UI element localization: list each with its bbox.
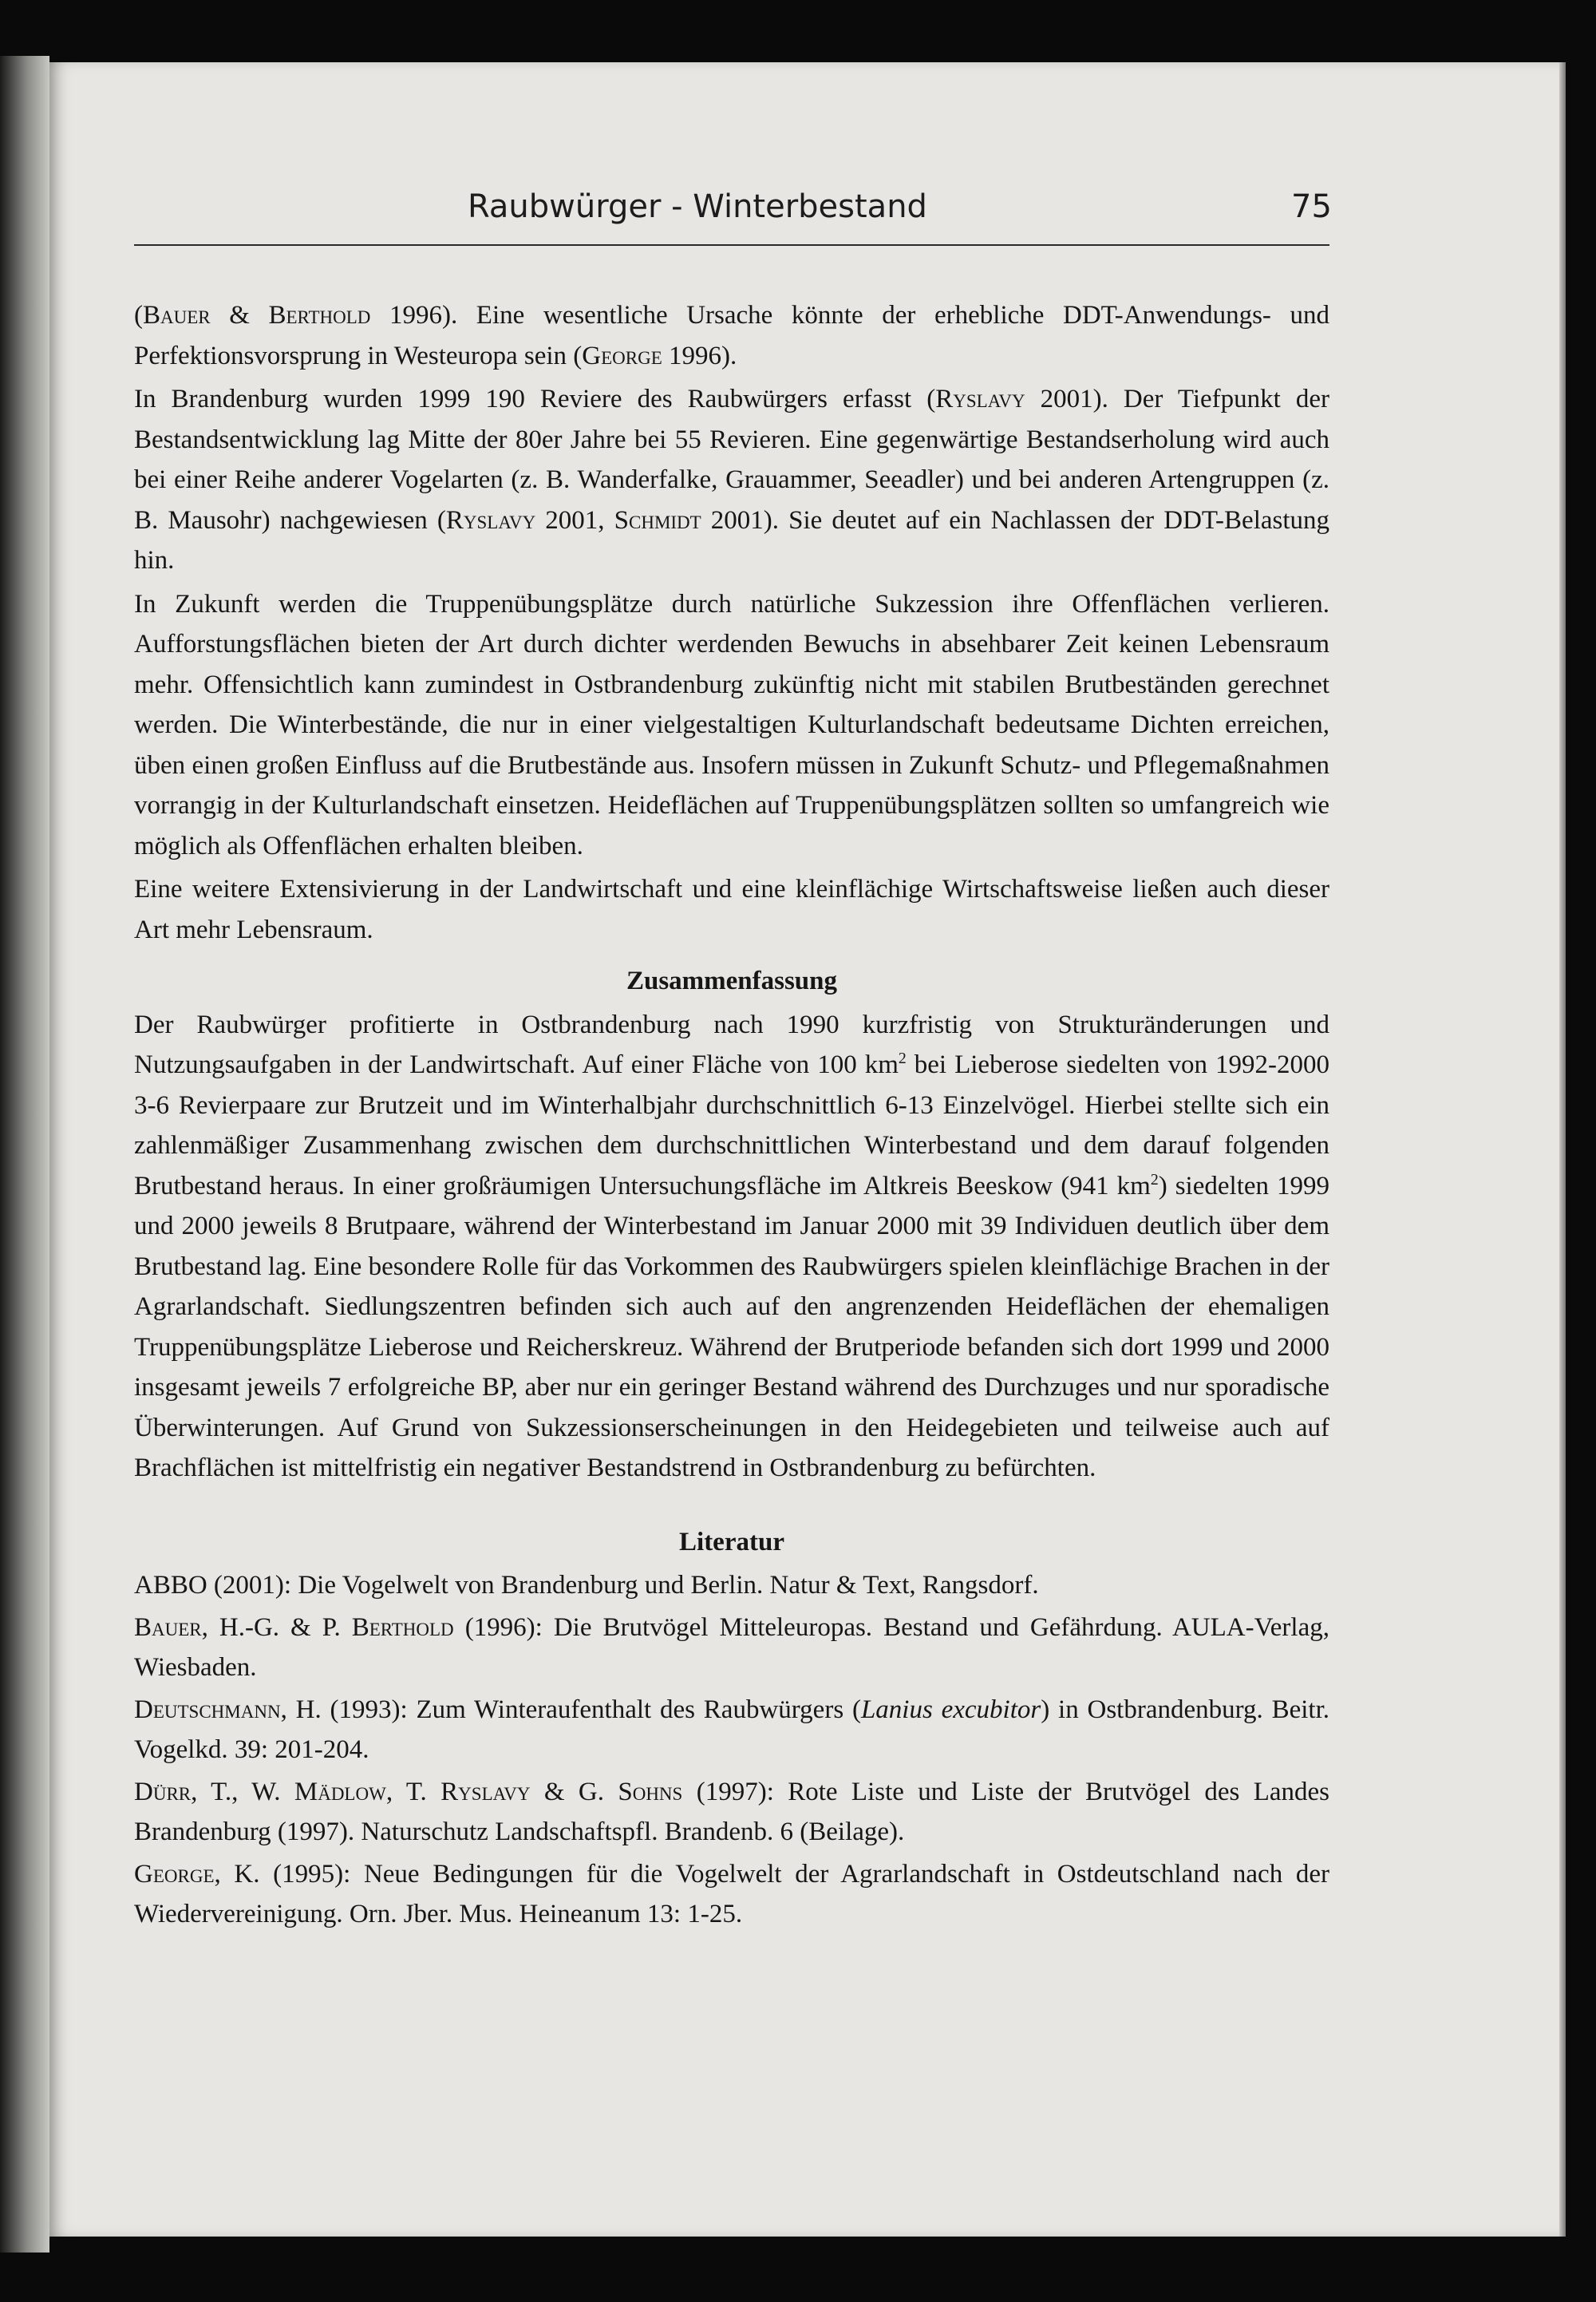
page-content — [134, 295, 1329, 1936]
author-name: Ryslavy — [445, 505, 536, 535]
header-rule — [134, 244, 1329, 246]
reference-entry: ABBO (2001): Die Vogelwelt von Brandenburg und Berlin. Natur & Text, Rangsdorf. — [134, 1571, 1039, 1600]
author-name: Berthold — [351, 1612, 454, 1642]
running-head — [134, 188, 1331, 236]
superscript: 2 — [1150, 1170, 1159, 1189]
author-name: Deutschmann — [134, 1695, 281, 1724]
paragraph-1: (Bauer & Berthold 1996). Eine wesentliche Ursache könnte der erhebliche DDT-Anwendungs- und Perfektionsvorsprung in Westeuropa sein (George 1996). — [134, 301, 1329, 370]
running-title: Raubwürger - Winterbestand — [468, 188, 927, 225]
author-name: Bauer — [143, 301, 211, 330]
author-name: George — [134, 1859, 215, 1889]
page-number: 75 — [1291, 188, 1332, 225]
reference-entry: George, K. (1995): Neue Bedingungen für die Vogelwelt der Agrarlandschaft in Ostdeutschland nach der Wiedervereinigung. Orn. Jber. Mus. Heineanum 13: 1-25. — [134, 1859, 1329, 1928]
author-name: Dürr — [134, 1777, 192, 1806]
author-name: George — [582, 341, 662, 370]
literature-heading: Literatur — [679, 1527, 784, 1556]
reference-entry: Bauer, H.-G. & P. Berthold (1996): Die Brutvögel Mitteleuropas. Bestand und Gefährdung. AULA-Verlag, Wiesbaden. — [134, 1612, 1329, 1682]
author-name: Ryslavy — [440, 1777, 531, 1806]
author-name: Bauer — [134, 1612, 202, 1642]
author-name: Mädlow — [294, 1777, 386, 1806]
author-name: Ryslavy — [935, 385, 1025, 413]
reference-entry: Deutschmann, H. (1993): Zum Winteraufenthalt des Raubwürgers (Lanius excubitor) in Ostbrandenburg. Beitr. Vogelkd. 39: 201-204. — [134, 1695, 1329, 1764]
author-name: Sohns — [618, 1777, 683, 1806]
author-name: Schmidt — [614, 505, 701, 535]
paragraph-2: In Brandenburg wurden 1999 190 Reviere des Raubwürgers erfasst (Ryslavy 2001). Der Tiefpunkt der Bestandsentwicklung lag Mitte der 80er Jahre bei 55 Revieren. Eine gegenwärtige Bestandserholung wird auch bei einer Reihe anderer Vogelarten (z. B. Wanderfalke, Grauammer, Seeadler) und bei anderen Artengruppen (z. B. Mausohr) nachgewiesen (Ryslavy 2001, Schmidt 2001). Sie deutet auf ein Nachlassen der DDT-Belastung hin. — [134, 385, 1330, 575]
superscript: 2 — [898, 1050, 907, 1067]
paragraph-4: Eine weitere Extensivierung in der Landwirtschaft und eine kleinflächige Wirtschaftsweise ließen auch dieser Art mehr Lebensraum. — [134, 875, 1329, 944]
page-edge — [1559, 62, 1566, 2237]
reference-entry: Dürr, T., W. Mädlow, T. Ryslavy & G. Sohns (1997): Rote Liste und Liste der Brutvögel des Landes Brandenburg (1997). Naturschutz Landschaftspfl. Brandenb. 6 (Beilage). — [134, 1777, 1329, 1846]
book-spine — [0, 56, 49, 2253]
species-name: Lanius excubitor — [860, 1695, 1041, 1724]
summary-heading: Zusammenfassung — [626, 967, 838, 995]
paragraph-3: In Zukunft werden die Truppenübungsplätze durch natürliche Sukzession ihre Offenflächen verlieren. Aufforstungsflächen bieten der Art durch dichter werdenden Bewuchs in absehbarer Zeit keinen Lebensraum mehr. Offensichtlich kann zumindest in Ostbrandenburg zukünftig nicht mit stabilen Brutbeständen gerechnet werden. Die Winterbestände, die nur in einer vielgestaltigen Kulturlandschaft bedeutsame Dichten erreichen, üben einen großen Einfluss auf die Brutbestände aus. Insofern müssen in Zukunft Schutz- und Pflegemaßnahmen vorrangig in der Kulturlandschaft einsetzen. Heideflächen auf Truppenübungsplätzen sollten so umfangreich wie möglich als Offenflächen erhalten bleiben. — [134, 589, 1329, 860]
summary-paragraph: Der Raubwürger profitierte in Ostbrandenburg nach 1990 kurzfristig von Strukturänderungen und Nutzungsaufgaben in der Landwirtschaft. Auf einer Fläche von 100 $km^2$ bei Lieberose siedelten von 1992-2000 3-6 Revierpaare zur Brutzeit und im Winterhalbjahr durchschnittlich 6-13 Einzelvögel. Hierbei stellte sich ein zahlenmäßiger Zusammenhang zwischen dem durchschnittlichen Winterbestand und dem darauf folgenden Brutbestand heraus. In einer großräumigen Untersuchungsfläche im Altkreis Beeskow (941 $km^2$) siedelten 1999 und 2000 jeweils 8 Brutpaare, während der Winterbestand im Januar 2000 mit 39 Individuen deutlich über dem Brutbestand lag. Eine besondere Rolle für das Vorkommen des Raubwürgers spielen kleinflächige Brachen in der Agrarlandschaft. Siedlungszentren befinden sich auch auf den angrenzenden Heideflächen der ehemaligen Truppenübungsplätze Lieberose und Reicherskreuz. Während der Brutperiode befanden sich dort 1999 und 2000 insgesamt jeweils 7 erfolgreiche BP, aber nur ein geringer Bestand während des Durchzuges und nur sporadische Überwinterungen. Auf Grund von Sukzessionserscheinungen in den Heidegebieten und teilweise auch auf Brachflächen ist mittelfristig ein negativer Bestandstrend in Ostbrandenburg zu befürchten. — [134, 1010, 1329, 1482]
author-name: Berthold — [268, 301, 371, 330]
